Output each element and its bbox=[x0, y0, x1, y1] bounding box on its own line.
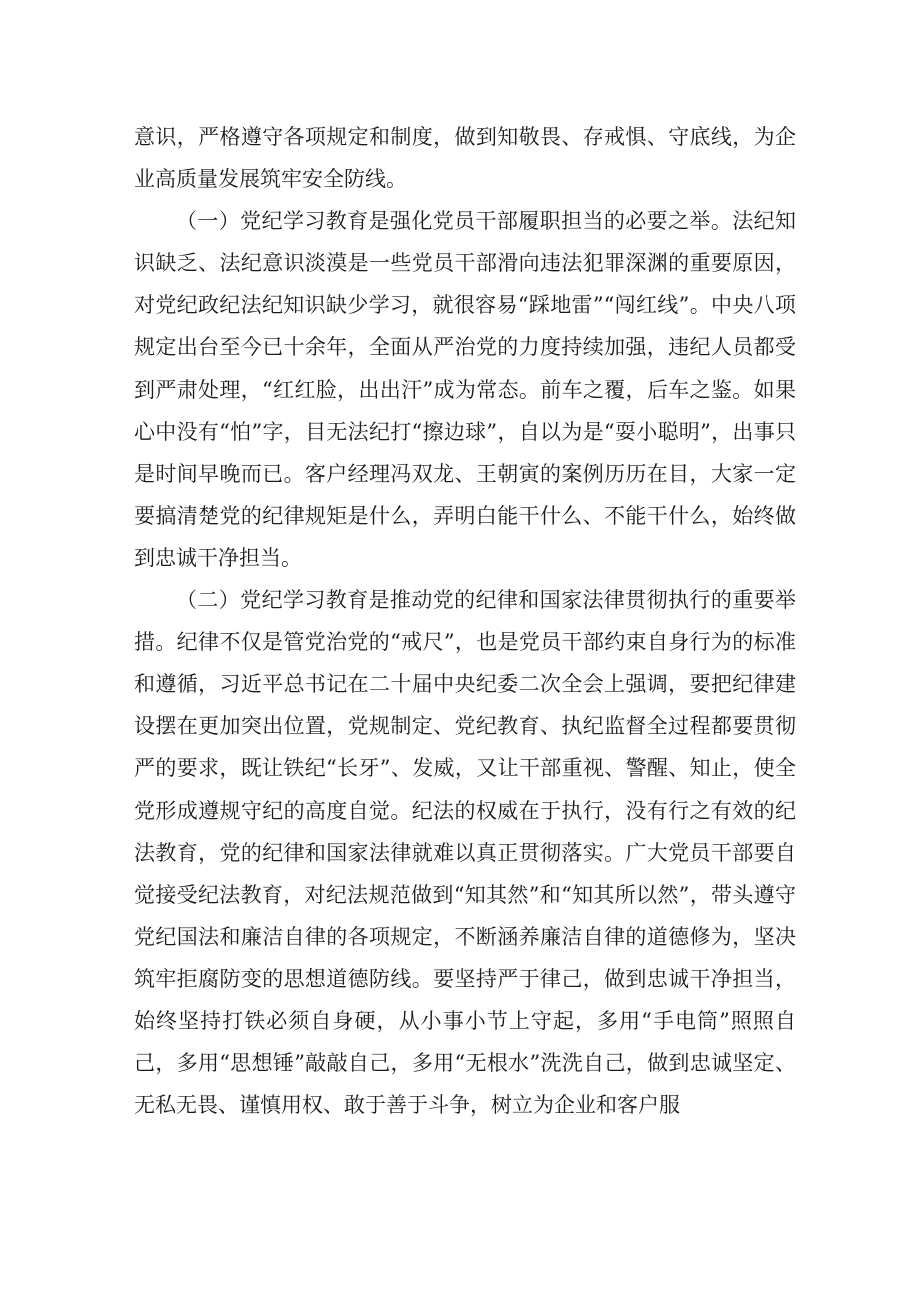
paragraph-section-two: （二）党纪学习教育是推动党的纪律和国家法律贯彻执行的重要举措。纪律不仅是管党治党的“戒尺”，也是党员干部约束自身行为的标准和遵循，习近平总书记在二十届中央纪委二次全会上强调，要把纪律建设摆在更加突出位置，党规制定、党纪教育、执纪监督全过程都要贯彻严的要求，既让铁纪“长牙”、发威，又让干部重视、警醒、知止，使全党形成遵规守纪的高度自觉。纪法的权威在于执行，没有行之有效的纪法教育，党的纪律和国家法律就难以真正贯彻落实。广大党员干部要自觉接受纪法教育，对纪法规范做到“知其然”和“知其所以然”，带头遵守党纪国法和廉洁自律的各项规定，不断涵养廉洁自律的道德修为，坚决筑牢拒腐防变的思想道德防线。要坚持严于律己，做到忠诚干净担当，始终坚持打铁必须自身硬，从小事小节上守起，多用“手电筒”照照自己，多用“思想锤”敲敲自己，多用“无根水”洗洗自己，做到忠诚坚定、无私无畏、谨慎用权、敢于善于斗争，树立为企业和客户服 bbox=[134, 588, 796, 1118]
document-body bbox=[134, 116, 796, 1126]
paragraph-continuation: 意识，严格遵守各项规定和制度，做到知敬畏、存戒惧、守底线，为企业高质量发展筑牢安全防线。 bbox=[134, 125, 796, 192]
paragraph-section-one: （一）党纪学习教育是强化党员干部履职担当的必要之举。法纪知识缺乏、法纪意识淡漠是一些党员干部滑向违法犯罪深渊的重要原因，对党纪政纪法纪知识缺少学习，就很容易“踩地雷”“闯红线”。中央八项规定出台至今已十余年，全面从严治党的力度持续加强，违纪人员都受到严肃处理，“红红脸，出出汗”成为常态。前车之覆，后车之鉴。如果心中没有“怕”字，目无法纪打“擦边球”，自以为是“耍小聪明”，出事只是时间早晚而已。客户经理冯双龙、王朝寅的案例历历在目，大家一定要搞清楚党的纪律规矩是什么，弄明白能干什么、不能干什么，始终做到忠诚干净担当。 bbox=[134, 209, 796, 570]
